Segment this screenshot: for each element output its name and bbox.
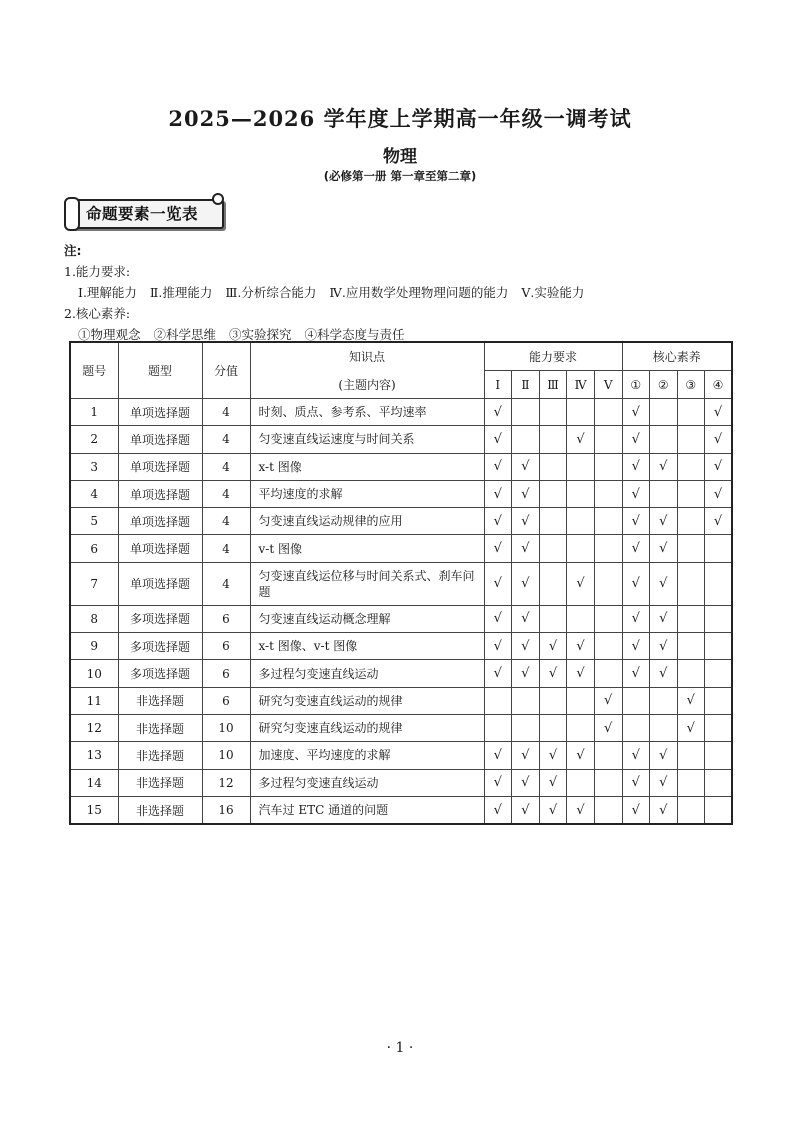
ability-col-header: Ⅳ: [567, 371, 595, 399]
cell-score: 4: [202, 508, 250, 535]
ability-check-cell: [594, 633, 622, 660]
literacy-check-cell: √: [650, 605, 678, 632]
ability-check-cell: [567, 453, 595, 480]
cell-score: 10: [202, 714, 250, 741]
ability-check-cell: [539, 399, 567, 426]
cell-knowledge: 研究匀变速直线运动的规律: [250, 687, 484, 714]
ability-check-cell: √: [567, 562, 595, 605]
ability-list: [64, 282, 744, 303]
ability-check-cell: √: [484, 769, 512, 796]
cell-knowledge: 汽车过 ETC 通道的问题: [250, 796, 484, 824]
cell-number: 1: [70, 399, 118, 426]
ability-check-cell: √: [484, 660, 512, 687]
ability-check-cell: [567, 508, 595, 535]
cell-number: 6: [70, 535, 118, 562]
ability-check-cell: √: [484, 562, 512, 605]
table-row: [70, 453, 732, 480]
cell-type: 多项选择题: [118, 633, 202, 660]
cell-score: 4: [202, 453, 250, 480]
cell-type: 单项选择题: [118, 453, 202, 480]
literacy-check-cell: [677, 426, 705, 453]
exam-scope: (必修第一册 第一章至第二章): [323, 169, 477, 183]
ability-check-cell: √: [484, 480, 512, 507]
literacy-check-cell: √: [622, 769, 650, 796]
ability-check-cell: √: [484, 453, 512, 480]
ability-item: Ⅲ.分析综合能力: [225, 285, 317, 300]
ability-item: Ⅰ.理解能力: [78, 285, 137, 300]
ability-check-cell: [594, 605, 622, 632]
table-row: [70, 426, 732, 453]
ability-check-cell: √: [512, 453, 540, 480]
literacy-check-cell: [677, 769, 705, 796]
ability-check-cell: [594, 508, 622, 535]
ability-check-cell: [567, 769, 595, 796]
literacy-col-header: ④: [705, 371, 733, 399]
ability-check-cell: [567, 714, 595, 741]
ability-check-cell: [594, 426, 622, 453]
ability-check-cell: √: [594, 714, 622, 741]
cell-score: 10: [202, 742, 250, 769]
literacy-check-cell: √: [650, 742, 678, 769]
literacy-check-cell: √: [650, 660, 678, 687]
literacy-check-cell: [705, 633, 733, 660]
cell-knowledge: 平均速度的求解: [250, 480, 484, 507]
ability-check-cell: √: [512, 796, 540, 824]
table-row: [70, 796, 732, 824]
literacy-item: ③实验探究: [229, 327, 292, 342]
literacy-check-cell: [677, 633, 705, 660]
cell-number: 14: [70, 769, 118, 796]
header-number: 题号: [70, 342, 118, 399]
ability-check-cell: [539, 426, 567, 453]
header-ability: 能力要求: [484, 342, 622, 371]
literacy-check-cell: √: [622, 480, 650, 507]
ability-check-cell: [594, 562, 622, 605]
literacy-check-cell: [677, 508, 705, 535]
cell-type: 多项选择题: [118, 660, 202, 687]
ability-check-cell: √: [484, 633, 512, 660]
ability-check-cell: √: [539, 742, 567, 769]
cell-knowledge: 加速度、平均速度的求解: [250, 742, 484, 769]
literacy-check-cell: [677, 480, 705, 507]
cell-score: 4: [202, 562, 250, 605]
literacy-check-cell: √: [677, 714, 705, 741]
cell-knowledge: 多过程匀变速直线运动: [250, 660, 484, 687]
literacy-check-cell: [650, 687, 678, 714]
ability-col-header: Ⅴ: [594, 371, 622, 399]
cell-score: 6: [202, 687, 250, 714]
literacy-check-cell: [650, 714, 678, 741]
ability-check-cell: √: [512, 742, 540, 769]
cell-type: 非选择题: [118, 714, 202, 741]
cell-score: 6: [202, 633, 250, 660]
literacy-check-cell: √: [622, 605, 650, 632]
cell-number: 2: [70, 426, 118, 453]
literacy-check-cell: [677, 742, 705, 769]
cell-type: 单项选择题: [118, 508, 202, 535]
ability-check-cell: √: [512, 605, 540, 632]
literacy-check-cell: [677, 562, 705, 605]
ability-check-cell: [567, 535, 595, 562]
header-knowledge-sub: (主题内容): [250, 371, 484, 399]
ability-check-cell: √: [567, 660, 595, 687]
header-type: 题型: [118, 342, 202, 399]
table-row: [70, 562, 732, 605]
literacy-check-cell: [677, 453, 705, 480]
literacy-check-cell: √: [650, 508, 678, 535]
ability-check-cell: [594, 660, 622, 687]
cell-knowledge: 研究匀变速直线运动的规律: [250, 714, 484, 741]
table-row: [70, 399, 732, 426]
literacy-check-cell: √: [622, 426, 650, 453]
literacy-check-cell: [677, 660, 705, 687]
ability-check-cell: √: [594, 687, 622, 714]
ability-check-cell: [512, 687, 540, 714]
ability-check-cell: [539, 508, 567, 535]
literacy-check-cell: [677, 605, 705, 632]
literacy-check-cell: [705, 605, 733, 632]
literacy-check-cell: √: [622, 535, 650, 562]
literacy-check-cell: √: [650, 453, 678, 480]
cell-number: 11: [70, 687, 118, 714]
cell-type: 多项选择题: [118, 605, 202, 632]
notes-section: [64, 240, 744, 345]
literacy-check-cell: √: [650, 562, 678, 605]
cell-type: 非选择题: [118, 687, 202, 714]
table-row: [70, 714, 732, 741]
table-body: [70, 399, 732, 825]
table-row: [70, 605, 732, 632]
ability-check-cell: √: [512, 660, 540, 687]
ability-check-cell: √: [567, 426, 595, 453]
ability-col-header: Ⅲ: [539, 371, 567, 399]
ability-check-cell: [484, 687, 512, 714]
ability-check-cell: √: [512, 769, 540, 796]
ability-item: Ⅱ.推理能力: [149, 285, 213, 300]
literacy-check-cell: √: [650, 633, 678, 660]
cell-score: 4: [202, 480, 250, 507]
literacy-check-cell: [705, 562, 733, 605]
literacy-check-cell: [705, 535, 733, 562]
literacy-check-cell: √: [622, 660, 650, 687]
header-knowledge: 知识点: [250, 342, 484, 371]
literacy-col-header: ①: [622, 371, 650, 399]
cell-knowledge: 匀变速直线运位移与时间关系式、刹车问题: [250, 562, 484, 605]
cell-score: 6: [202, 660, 250, 687]
cell-type: 单项选择题: [118, 480, 202, 507]
ability-check-cell: √: [539, 769, 567, 796]
cell-number: 7: [70, 562, 118, 605]
ability-check-cell: √: [567, 796, 595, 824]
cell-score: 16: [202, 796, 250, 824]
table-row: [70, 769, 732, 796]
cell-knowledge: 时刻、质点、参考系、平均速率: [250, 399, 484, 426]
literacy-check-cell: [705, 796, 733, 824]
literacy-check-cell: √: [650, 535, 678, 562]
cell-number: 3: [70, 453, 118, 480]
literacy-check-cell: [622, 687, 650, 714]
cell-number: 15: [70, 796, 118, 824]
header-literacy: 核心素养: [622, 342, 732, 371]
ability-col-header: Ⅰ: [484, 371, 512, 399]
cell-knowledge: 匀变速直线运动概念理解: [250, 605, 484, 632]
cell-number: 13: [70, 742, 118, 769]
cell-score: 4: [202, 399, 250, 426]
ability-item: Ⅳ.应用数学处理物理问题的能力: [329, 285, 509, 300]
cell-knowledge: 匀变速直线运速度与时间关系: [250, 426, 484, 453]
ability-check-cell: [594, 399, 622, 426]
ability-check-cell: [512, 399, 540, 426]
literacy-item: ④科学态度与责任: [304, 327, 405, 342]
ability-check-cell: √: [484, 426, 512, 453]
banner-scroll-curl: [64, 197, 80, 231]
ability-check-cell: [567, 605, 595, 632]
ability-check-cell: [567, 399, 595, 426]
ability-check-cell: √: [512, 508, 540, 535]
literacy-check-cell: √: [622, 562, 650, 605]
literacy-check-cell: √: [650, 769, 678, 796]
cell-type: 单项选择题: [118, 399, 202, 426]
ability-col-header: Ⅱ: [512, 371, 540, 399]
literacy-check-cell: √: [705, 453, 733, 480]
literacy-check-cell: [677, 399, 705, 426]
table-row: [70, 660, 732, 687]
ability-check-cell: [539, 562, 567, 605]
cell-number: 8: [70, 605, 118, 632]
ability-check-cell: [594, 796, 622, 824]
literacy-col-header: ③: [677, 371, 705, 399]
literacy-check-cell: [650, 399, 678, 426]
ability-item: Ⅴ.实验能力: [521, 285, 585, 300]
ability-check-cell: √: [539, 660, 567, 687]
literacy-check-cell: √: [622, 453, 650, 480]
ability-check-cell: [594, 769, 622, 796]
banner-label: 命题要素一览表: [86, 205, 199, 223]
ability-check-cell: [594, 480, 622, 507]
ability-check-cell: √: [484, 535, 512, 562]
literacy-check-cell: √: [622, 796, 650, 824]
literacy-check-cell: √: [705, 480, 733, 507]
ability-check-cell: √: [484, 796, 512, 824]
ability-check-cell: √: [512, 535, 540, 562]
ability-check-cell: √: [567, 633, 595, 660]
cell-knowledge: 多过程匀变速直线运动: [250, 769, 484, 796]
ability-check-cell: √: [567, 742, 595, 769]
literacy-title: 2.核心素养:: [64, 306, 131, 321]
ability-check-cell: [594, 453, 622, 480]
literacy-check-cell: [705, 660, 733, 687]
ability-check-cell: [484, 714, 512, 741]
literacy-col-header: ②: [650, 371, 678, 399]
cell-knowledge: x-t 图像、v-t 图像: [250, 633, 484, 660]
table-row: [70, 742, 732, 769]
literacy-check-cell: √: [622, 508, 650, 535]
header-score: 分值: [202, 342, 250, 399]
cell-knowledge: x-t 图像: [250, 453, 484, 480]
cell-type: 非选择题: [118, 769, 202, 796]
literacy-check-cell: [622, 714, 650, 741]
cell-type: 单项选择题: [118, 562, 202, 605]
ability-check-cell: √: [512, 562, 540, 605]
notes-head: 注:: [64, 243, 82, 258]
literacy-check-cell: [677, 535, 705, 562]
cell-number: 12: [70, 714, 118, 741]
literacy-check-cell: √: [677, 687, 705, 714]
ability-check-cell: √: [512, 633, 540, 660]
ability-check-cell: [567, 480, 595, 507]
ability-title: 1.能力要求:: [64, 264, 131, 279]
cell-number: 9: [70, 633, 118, 660]
section-banner: [64, 195, 224, 229]
cell-score: 4: [202, 426, 250, 453]
exam-title: 2025—2026 学年度上学期高一年级一调考试: [168, 106, 632, 131]
exam-element-table: [69, 341, 733, 825]
literacy-check-cell: [650, 480, 678, 507]
literacy-check-cell: [705, 714, 733, 741]
ability-check-cell: [539, 687, 567, 714]
cell-score: 6: [202, 605, 250, 632]
ability-check-cell: [539, 480, 567, 507]
ability-check-cell: [539, 453, 567, 480]
literacy-check-cell: √: [650, 796, 678, 824]
ability-check-cell: [512, 714, 540, 741]
ability-check-cell: [539, 535, 567, 562]
ability-check-cell: √: [484, 508, 512, 535]
table-row: [70, 687, 732, 714]
ability-check-cell: √: [539, 633, 567, 660]
table-row: [70, 535, 732, 562]
ability-check-cell: [512, 426, 540, 453]
ability-check-cell: √: [484, 605, 512, 632]
cell-type: 非选择题: [118, 742, 202, 769]
ability-check-cell: [539, 714, 567, 741]
ability-check-cell: √: [484, 742, 512, 769]
literacy-check-cell: √: [705, 508, 733, 535]
cell-number: 4: [70, 480, 118, 507]
literacy-item: ②科学思维: [153, 327, 217, 342]
cell-type: 单项选择题: [118, 535, 202, 562]
cell-type: 单项选择题: [118, 426, 202, 453]
ability-check-cell: [539, 605, 567, 632]
cell-number: 5: [70, 508, 118, 535]
cell-type: 非选择题: [118, 796, 202, 824]
literacy-item: ①物理观念: [78, 327, 141, 342]
cell-number: 10: [70, 660, 118, 687]
page-number: · 1 ·: [386, 1040, 414, 1056]
cell-knowledge: 匀变速直线运动规律的应用: [250, 508, 484, 535]
literacy-check-cell: [677, 796, 705, 824]
literacy-check-cell: [705, 742, 733, 769]
subject-title: 物理: [383, 147, 417, 167]
ability-check-cell: √: [512, 480, 540, 507]
table-row: [70, 508, 732, 535]
table-row: [70, 633, 732, 660]
literacy-check-cell: [705, 687, 733, 714]
literacy-check-cell: √: [622, 399, 650, 426]
literacy-check-cell: [650, 426, 678, 453]
cell-score: 12: [202, 769, 250, 796]
literacy-check-cell: √: [705, 399, 733, 426]
ability-check-cell: √: [484, 399, 512, 426]
ability-check-cell: √: [539, 796, 567, 824]
literacy-check-cell: [705, 769, 733, 796]
literacy-check-cell: √: [622, 742, 650, 769]
literacy-check-cell: √: [705, 426, 733, 453]
ability-check-cell: [594, 535, 622, 562]
table-row: [70, 480, 732, 507]
cell-score: 4: [202, 535, 250, 562]
literacy-check-cell: √: [622, 633, 650, 660]
ability-check-cell: [594, 742, 622, 769]
cell-knowledge: v-t 图像: [250, 535, 484, 562]
ability-check-cell: [567, 687, 595, 714]
